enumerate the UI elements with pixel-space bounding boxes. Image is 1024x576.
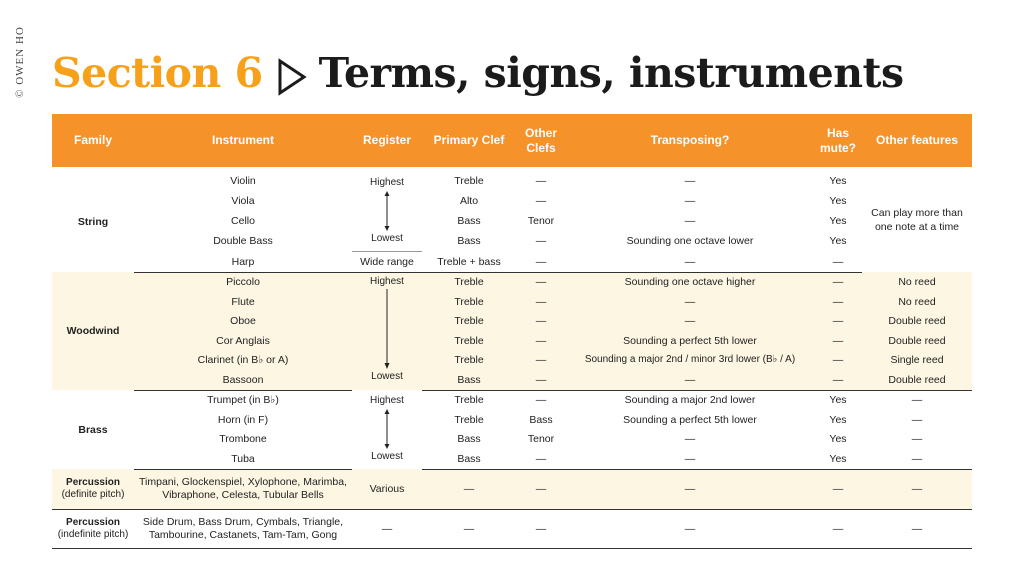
transposing-cell: —	[566, 469, 814, 509]
mute-cell: Yes	[814, 449, 862, 469]
mute-cell: Yes	[829, 433, 847, 446]
clef-cell: —	[422, 469, 516, 509]
header-transposing: Transposing?	[650, 133, 730, 147]
down-arrow-icon	[383, 289, 391, 369]
other-clef-cell: —	[516, 292, 566, 312]
instrument-cell: Side Drum, Bass Drum, Cymbals, Triangle, Tambourine, Castanets, Tam-Tam, Gong	[134, 509, 352, 548]
transposing-cell: Sounding a perfect 5th lower	[623, 413, 757, 426]
transposing-cell: —	[684, 433, 696, 446]
instrument-cell: Clarinet (in B♭ or A)	[134, 351, 352, 371]
transposing-cell: Sounding a major 2nd lower	[624, 394, 756, 407]
transposing-cell: —	[684, 195, 696, 208]
other-clef-cell: —	[535, 235, 547, 248]
header-other-features: Other features	[875, 133, 959, 147]
table-row	[52, 312, 972, 332]
table-row	[52, 370, 972, 390]
transposing-cell: —	[566, 370, 814, 390]
instrument-cell: Tuba	[134, 449, 352, 469]
features-cell: No reed	[862, 292, 972, 312]
clef-cell: Bass	[457, 215, 481, 228]
other-clef-cell: —	[516, 272, 566, 292]
family-percussion-definite: Percussion (definite pitch)	[52, 469, 134, 509]
other-clef-cell: —	[535, 394, 547, 407]
mute-cell: —	[814, 469, 862, 509]
clef-cell: —	[422, 509, 516, 548]
family-percussion-indefinite: Percussion (indefinite pitch)	[52, 509, 134, 548]
mute-cell: —	[814, 351, 862, 371]
instrument-cell: Trombone	[219, 433, 267, 446]
family-string: String	[77, 215, 109, 228]
features-cell: —	[911, 413, 923, 426]
other-clef-cell: Tenor	[527, 433, 555, 446]
instrument-cell: Cor Anglais	[134, 331, 352, 351]
header-primary-clef: Primary Clef	[433, 133, 505, 147]
page-title	[52, 42, 904, 104]
features-cell: —	[911, 394, 923, 407]
transposing-cell: —	[684, 175, 696, 188]
clef-cell: Bass	[457, 433, 481, 446]
register-cell: Various	[352, 469, 422, 509]
up-down-arrow-icon	[383, 409, 391, 449]
clef-cell: Bass	[457, 235, 481, 248]
features-cell: Double reed	[862, 312, 972, 332]
other-clef-cell: —	[516, 252, 566, 273]
register-cell: Wide range	[352, 252, 422, 273]
other-clef-cell: —	[516, 331, 566, 351]
instrument-table	[52, 114, 972, 549]
transposing-cell: Sounding one octave higher	[566, 272, 814, 292]
clef-cell: Treble	[422, 292, 516, 312]
features-cell: Double reed	[862, 331, 972, 351]
family-woodwind: Woodwind	[52, 272, 134, 390]
mute-cell: —	[814, 370, 862, 390]
header-family: Family	[73, 133, 112, 147]
instrument-cell: Harp	[134, 252, 352, 273]
features-cell: Can play more than one note at a time	[871, 206, 963, 233]
transposing-cell: —	[566, 449, 814, 469]
mute-cell: —	[814, 331, 862, 351]
features-cell: —	[862, 469, 972, 509]
table-row	[52, 252, 972, 273]
table-row	[52, 272, 972, 292]
instrument-cell: Oboe	[134, 312, 352, 332]
mute-cell: —	[814, 252, 862, 273]
transposing-cell: Sounding one octave lower	[626, 235, 754, 248]
table-row	[52, 430, 972, 450]
other-clef-cell: —	[535, 175, 547, 188]
transposing-cell: —	[566, 509, 814, 548]
table-row	[52, 469, 972, 509]
mute-cell: —	[814, 312, 862, 332]
header-register: Register	[362, 133, 412, 147]
table-row	[52, 449, 972, 469]
title-text: Terms, signs, instruments	[318, 49, 904, 97]
other-clef-cell: Bass	[529, 413, 553, 426]
instrument-cell: Timpani, Glockenspiel, Xylophone, Marimba, Vibraphone, Celesta, Tubular Bells	[134, 469, 352, 509]
mute-cell: Yes	[829, 394, 847, 407]
clef-cell: Treble	[454, 175, 484, 188]
header-instrument: Instrument	[211, 133, 274, 147]
other-clef-cell: —	[516, 370, 566, 390]
features-cell: —	[911, 433, 923, 446]
header-row	[52, 114, 972, 167]
features-cell: —	[862, 509, 972, 548]
mute-cell: Yes	[829, 195, 847, 208]
clef-cell: Treble	[454, 394, 484, 407]
mute-cell: Yes	[829, 413, 847, 426]
features-cell: —	[862, 449, 972, 469]
features-cell: Double reed	[862, 370, 972, 390]
transposing-cell: Sounding a perfect 5th lower	[566, 331, 814, 351]
table-row	[52, 390, 972, 410]
section-label: Section 6	[52, 49, 263, 97]
clef-cell: Treble	[422, 312, 516, 332]
transposing-cell: —	[566, 292, 814, 312]
instrument-cell: Horn (in F)	[217, 413, 269, 426]
table-row	[52, 351, 972, 371]
header-has-mute: Has mute?	[820, 125, 856, 155]
instrument-cell: Double Bass	[213, 235, 273, 248]
copyright-notice: © OWEN HO	[14, 26, 26, 98]
features-cell: Single reed	[862, 351, 972, 371]
other-clef-cell: —	[516, 449, 566, 469]
instrument-cell: Piccolo	[134, 272, 352, 292]
table-row	[52, 211, 972, 231]
clef-cell: Bass	[422, 370, 516, 390]
table-row	[52, 231, 972, 251]
transposing-cell: —	[566, 252, 814, 273]
transposing-cell: —	[566, 312, 814, 332]
instrument-cell: Violin	[230, 175, 256, 188]
table-row	[52, 167, 972, 191]
clef-cell: Treble + bass	[422, 252, 516, 273]
mute-cell: —	[814, 509, 862, 548]
up-down-arrow-icon	[383, 191, 391, 231]
transposing-cell: Sounding a major 2nd / minor 3rd lower (B♭ / A)	[566, 351, 814, 371]
instrument-cell: Cello	[231, 215, 255, 228]
play-triangle-icon	[277, 58, 307, 96]
register-cell: Highest Lowest	[352, 272, 422, 390]
table-row	[52, 292, 972, 312]
table-row	[52, 191, 972, 211]
family-brass: Brass	[78, 423, 108, 436]
register-cell: Highest Lowest	[370, 177, 404, 244]
clef-cell: Treble	[454, 413, 484, 426]
instrument-cell: Bassoon	[134, 370, 352, 390]
clef-cell: Treble	[422, 351, 516, 371]
other-clef-cell: —	[516, 312, 566, 332]
instrument-cell: Flute	[134, 292, 352, 312]
clef-cell: Treble	[422, 331, 516, 351]
mute-cell: Yes	[829, 235, 847, 248]
mute-cell: —	[814, 292, 862, 312]
other-clef-cell: —	[516, 509, 566, 548]
register-cell: —	[352, 509, 422, 548]
clef-cell: Treble	[422, 272, 516, 292]
other-clef-cell: —	[516, 469, 566, 509]
table-row	[52, 410, 972, 430]
features-cell: No reed	[862, 272, 972, 292]
other-clef-cell: Tenor	[527, 215, 555, 228]
mute-cell: Yes	[829, 175, 847, 188]
mute-cell: —	[814, 272, 862, 292]
clef-cell: Bass	[422, 449, 516, 469]
register-cell: Highest Lowest	[370, 394, 404, 462]
mute-cell: Yes	[829, 215, 847, 228]
header-other-clefs: Other Clefs	[524, 125, 557, 155]
instrument-cell: Trumpet (in B♭)	[207, 394, 279, 407]
table-row	[52, 509, 972, 548]
table-row	[52, 331, 972, 351]
clef-cell: Alto	[459, 195, 479, 208]
transposing-cell: —	[684, 215, 696, 228]
instrument-cell: Viola	[231, 195, 255, 208]
other-clef-cell: —	[535, 195, 547, 208]
other-clef-cell: —	[516, 351, 566, 371]
